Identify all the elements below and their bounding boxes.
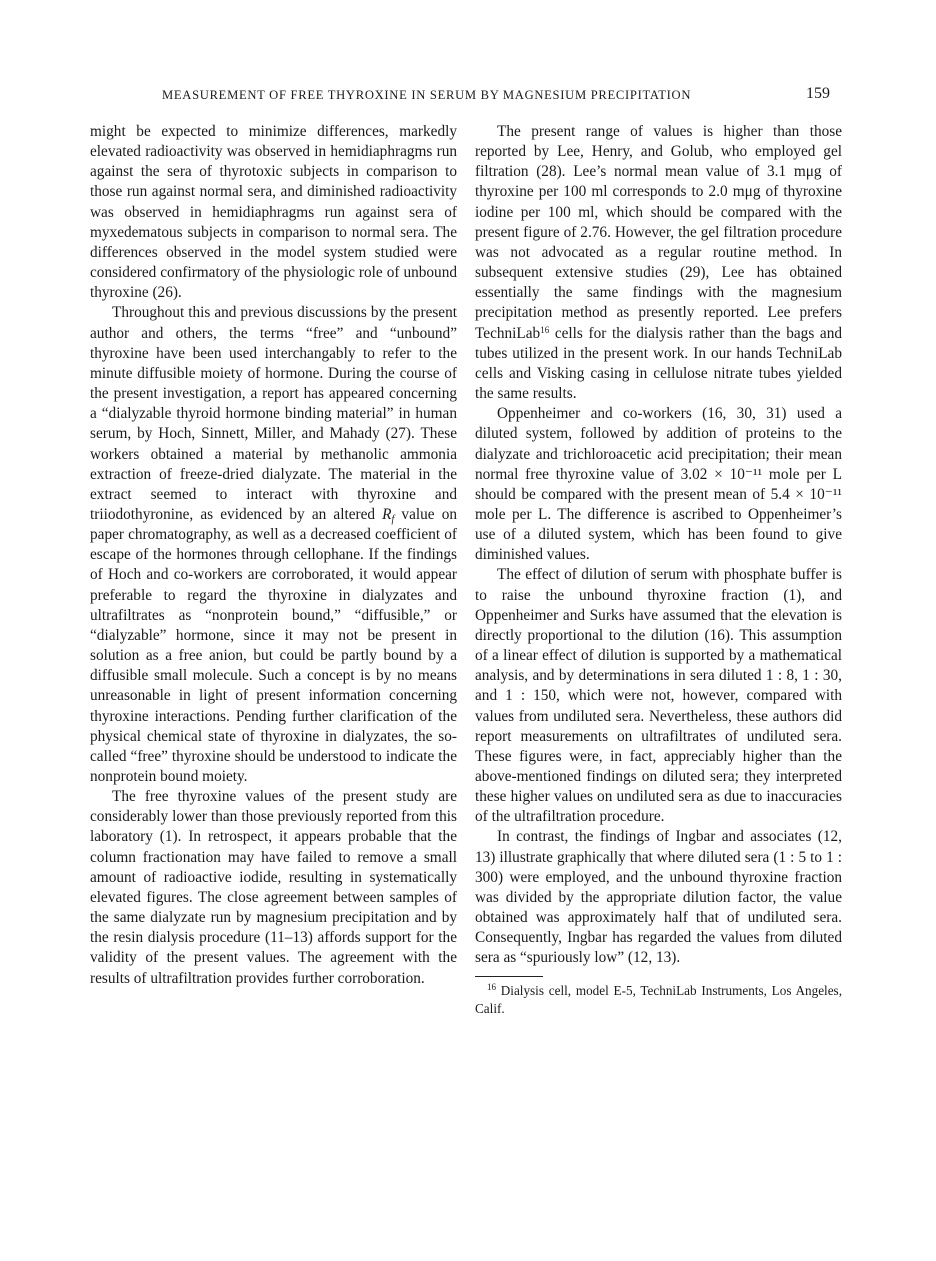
footnote-reference: 16 [540, 324, 550, 335]
paragraph-continued: might be expected to minimize differences, markedly elevated radioactivity was observed in hemidiaphragms run against the sera of thyrotoxic subjects in comparison to those run against normal sera, and diminished radioactivity was observed in hemidiaphragms run against sera of myxedematous subjects in comparison to normal sera. The differences observed in the model system studied were considered confirmatory of the physiologic role of unbound thyroxine (26). [90, 123, 457, 302]
paragraph-present-study-values: The free thyroxine values of the present study are considerably lower than those previously reported from this laboratory (1). In retrospect, it appears probable that the column fractionation may have failed to remove a small amount of radioactive iodide, resulting in systematically elevated figures. The close agreement between samples of the same dialyzate run by magnesium precipitation and by the resin dialysis procedure (11–13) affords support for the validity of the present values. The agreement with the results of ultrafiltration provides further corroboration. [90, 788, 457, 987]
footnote [475, 982, 842, 1018]
paragraph-text: The present range of values is higher than those reported by Lee, Henry, and Golub, who employed gel filtration (28). Lee’s normal mean value of 3.1 mμg of thyroxine per 100 ml corresponds to 2.0 mμg of thyroxine iodine per 100 ml, which should be compared with the present figure of 2.76. However, the gel filtration procedure was not advocated as a regular routine method. In subsequent extensive studies (29), Lee has obtained essentially the same findings with the magnesium precipitation method as presently reported. Lee prefers TechniLab [475, 123, 842, 342]
paragraph-free-unbound-terms [90, 303, 457, 787]
running-title: MEASUREMENT OF FREE THYROXINE IN SERUM BY MAGNESIUM PRECIPITATION [162, 88, 692, 102]
paragraph-text: value on paper chromatography, as well as a decreased coefficient of escape of the hormones through cellophane. If the findings of Hoch and co-workers are corroborated, it would appear preferable to regard the thyroxine in dialyzates and ultrafiltrates as “nonprotein bound,” “diffusible,” or “dialyzable” hormone, since it may not be present in solution as a free anion, but could be partly bound by a diffusible small molecule. Such a concept is by no means unreasonable in light of present information concerning thyroxine interactions. Pending further clarification of the physical chemical state of thyroxine in dialyzates, the so-called “free” thyroxine should be understood to indicate the nonprotein bound moiety. [90, 505, 457, 785]
paragraph-dilution-effect: The effect of dilution of serum with phosphate buffer is to raise the unbound thyroxine fraction (1), and Oppenheimer and Surks have assumed that the elevation is directly proportional to the dilution (16). This assumption of a linear effect of dilution is supported by a mathematical analysis, and by determinations in sera diluted 1 : 8, 1 : 30, and 1 : 150, which were not, however, compared with values from undiluted sera. Nevertheless, these authors did report measurements on ultrafiltrates of undiluted sera. These figures were, in fact, appreciably higher than the above-mentioned findings on diluted sera; they interpreted these higher values on undiluted sera as due to inaccuracies of the ultrafiltration procedure. [475, 566, 842, 826]
footnote-divider [475, 976, 543, 977]
left-column [90, 122, 457, 989]
paragraph-oppenheimer: Oppenheimer and co-workers (16, 30, 31) used a diluted system, followed by addition of proteins to the dialyzate and trichloroacetic acid precipitation; their mean normal free thyroxine value of 3.02 × 10⁻¹¹ mole per L should be compared with the present mean of 5.4 × 10⁻¹¹ mole per L. The difference is ascribed to Oppenheimer’s use of a diluted system, which has been found to give diminished values. [475, 405, 842, 564]
footnote-marker: 16 [487, 981, 496, 992]
right-column [475, 122, 842, 1018]
footnote-text: Dialysis cell, model E-5, TechniLab Instruments, Los Angeles, Calif. [475, 982, 842, 1016]
page-number: 159 [806, 85, 830, 102]
paragraph-ingbar: In contrast, the findings of Ingbar and associates (12, 13) illustrate graphically that where diluted sera (1 : 5 to 1 : 300) were employed, and the unbound thyroxine fraction was divided by the appropriate dilution factor, the value obtained was approximately half that of undiluted sera. Consequently, Ingbar has regarded the values from diluted sera as “spuriously low” (12, 13). [475, 828, 842, 967]
rf-subscript: f [391, 513, 395, 525]
paragraph-text: Throughout this and previous discussions by the present author and others, the terms “free” and “unbound” thyroxine have been used interchangably to refer to the minute diffusible moiety of hormone. During the course of the present investigation, a report has appeared concerning a “dialyzable thyroid hormone binding material” in human serum, by Hoch, Sinnett, Miller, and Mahady (27). These workers obtained a material by methanolic ammonia extraction of freeze-dried dialyzate. The material in the extract seemed to interact with thyroxine and triiodothyronine, as evidenced by an altered [90, 304, 457, 523]
paragraph-range-of-values [475, 122, 842, 404]
running-head [90, 85, 830, 108]
paragraph-text: cells for the dialysis rather than the bags and tubes utilized in the present work. In our hands TechniLab cells and Visking casing in cellulose nitrate tubes yielded the same results. [475, 324, 842, 403]
rf-symbol: R [382, 505, 392, 523]
